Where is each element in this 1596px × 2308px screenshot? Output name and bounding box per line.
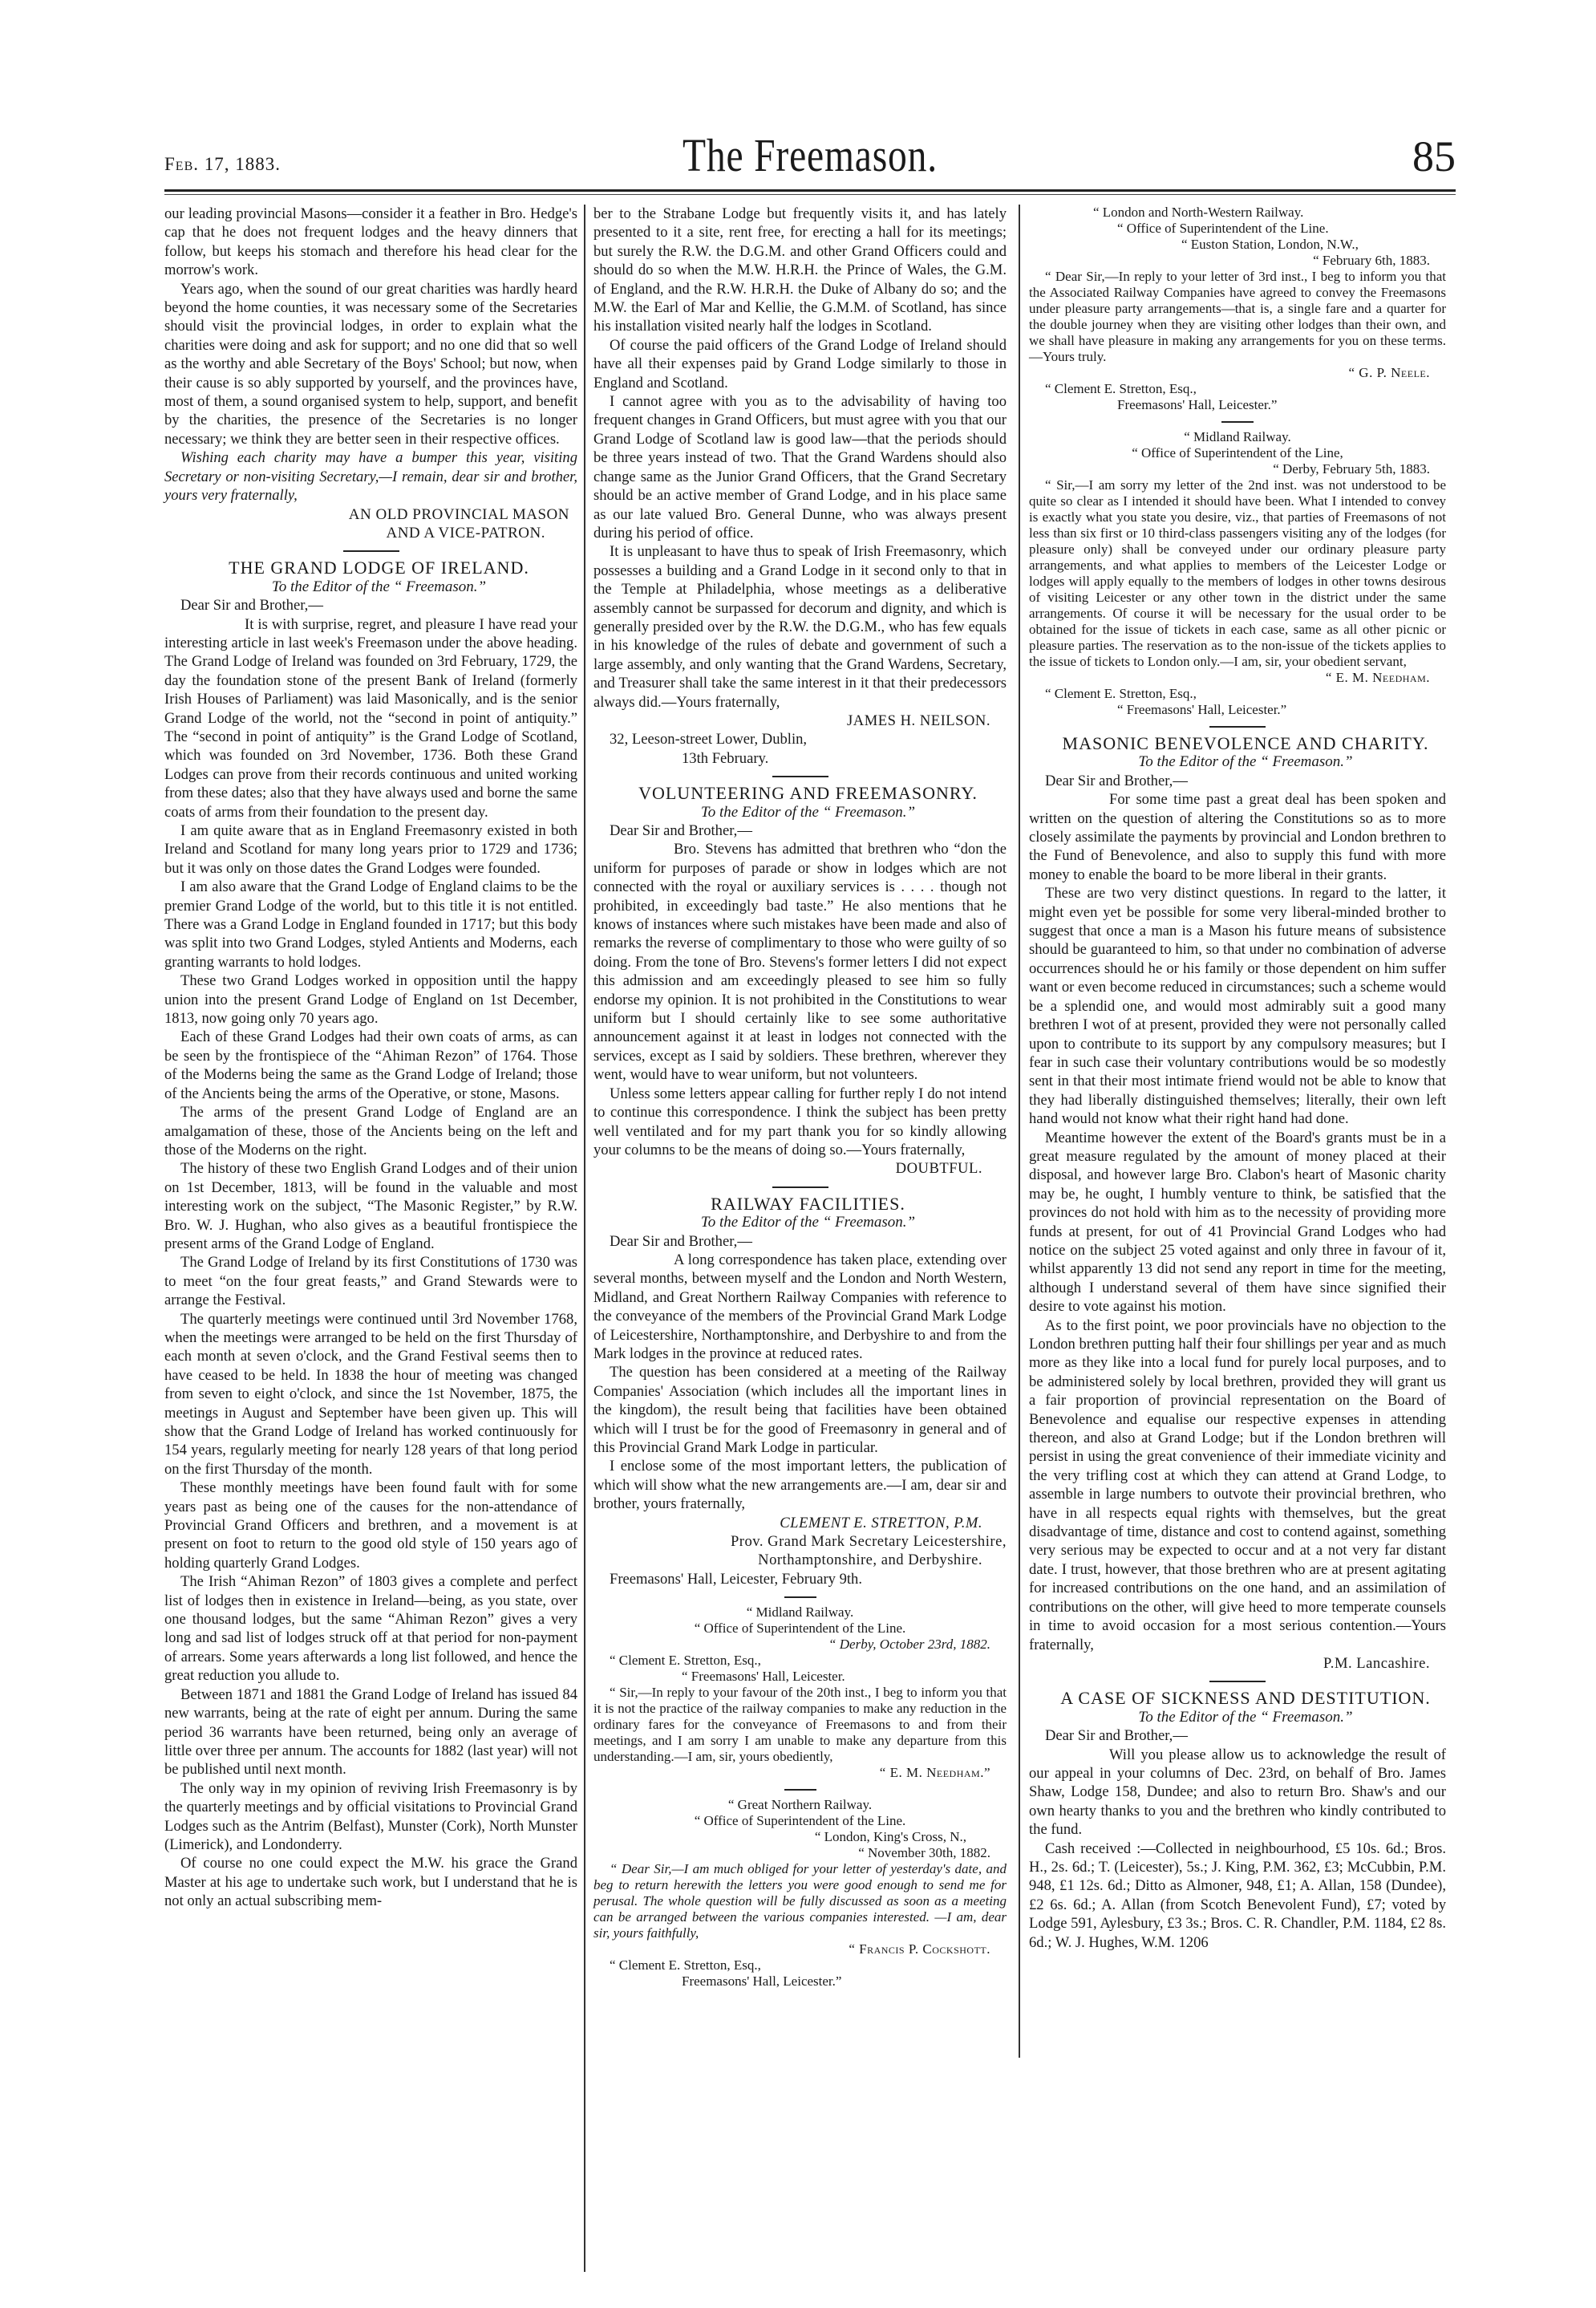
issue-date: Feb. 17, 1883. xyxy=(164,154,281,174)
letterhead-line: “ Office of Superintendent of the Line. xyxy=(1117,221,1329,236)
date: 13th February. xyxy=(682,749,769,767)
signature: “ E. M. Needham. xyxy=(1325,670,1430,685)
signature: DOUBTFUL. xyxy=(895,1160,982,1178)
letter-body: “ Sir,—In reply to your favour of the 20th inst., I beg to inform you that it is not the practice of the railway companies to make any reduction in the ordinary fares for the conveyance of Freemasons to and from their meetings, and I am sorry I am unable to make any departure from this understanding.—I am, sir, yours obediently, xyxy=(593,1685,1007,1765)
letter-lnwr xyxy=(1029,205,1446,413)
letterhead-line: “ London and North-Western Railway. xyxy=(1093,205,1304,220)
paragraph: The Irish “Ahiman Rezon” of 1803 gives a complete and perfect list of lodges then in existence in Ireland—being, as you state, over one thousand lodges, but the same “Ahiman Rezon” gives a very long and sad list of lodges struck off at that period for non-payment of arrears. Some years afterwards a long list followed, and hence the great reduction you allude to. xyxy=(164,1573,577,1685)
paragraph: I am quite aware that as in England Freemasonry existed in both Ireland and Scotland for many long years prior to 1729 and 1736; but it was only on those dates the Grand Lodges were founded. xyxy=(164,822,577,877)
article-heading: MASONIC BENEVOLENCE AND CHARITY. xyxy=(1062,733,1429,753)
paragraph: It is unpleasant to have thus to speak of Irish Freemasonry, which possesses a building and a Grand Lodge in it second only to that in the Temple at Philadelphia, whose meetings as a deliberative assembly cannot be surpassed for decorum and dignity, and which is generally presided over by the R.W. the D.G.M., who has few equals in his knowledge of the rules of debate and government of such a large assembly, and only wanting that the Grand Wardens, Secretary, and Treasurer shall take the same interest in it that their predecessors always did.—Yours fraternally, xyxy=(593,543,1007,711)
letterhead-line: “ Midland Railway. xyxy=(1184,429,1291,444)
letterhead-line: “ Great Northern Railway. xyxy=(727,1797,873,1813)
section-divider xyxy=(1209,726,1266,728)
paragraph: Will you please allow us to acknowledge the result of our appeal in your columns of Dec. 23rd, on behalf of Bro. James Shaw, Lodge 158, Dundee; and also to return Bro. Shaw's and our own hearty thanks to you and the brethren who kindly contributed to the fund. xyxy=(1029,1746,1446,1839)
paragraph: A long correspondence has taken place, extending over several months, between myself and the London and North Western, Midland, and Great Northern Railway Companies with reference to the conveyance of the members of the Provincial Grand Mark Lodge of Leicestershire, Northamptonshire, and Derbyshire to and from the Mark lodges in the province at reduced rates. xyxy=(593,1251,1007,1362)
section-divider xyxy=(1209,1681,1266,1682)
addressee: “ Clement E. Stretton, Esq., xyxy=(610,1957,761,1973)
column-divider xyxy=(1019,205,1020,2058)
column-3 xyxy=(1029,205,1446,1952)
letter-great-northern xyxy=(593,1797,1007,1990)
paragraph: Wishing each charity may have a bumper this year, visiting Secretary or non-visiting Secretary,—I remain, dear sir and brother, yours very fraternally, xyxy=(164,449,577,505)
signature: JAMES H. NEILSON. xyxy=(847,712,990,729)
article-subheading: To the Editor of the “ Freemason.” xyxy=(700,1214,916,1231)
paragraph: Unless some letters appear calling for further reply I do not intend to continue this correspondence. I think the subject has been pretty well ventilated and for my part thank you for so kindly allowing your columns to be the means of doing so.—Yours fraternally, xyxy=(593,1085,1007,1158)
section-divider xyxy=(784,1789,816,1791)
letter-midland-1 xyxy=(593,1604,1007,1781)
addressee: Freemasons' Hall, Leicester.” xyxy=(682,1973,842,1990)
signature: “ Francis P. Cockshott. xyxy=(849,1941,990,1957)
paragraph: The quarterly meetings were continued until 3rd November 1768, when the meetings were arranged to be held on the first Thursday of each month at seven o'clock, and the Grand Festival seems then to have ceased to be held. In 1838 the hour of meeting was changed from seven to eight o'clock, and since the 1st November, 1875, the meetings in August and September have been given up. This will show that the Grand Lodge of Ireland has worked continuously for 154 years, regularly meeting for nearly 128 years of that long period on the first Thursday of the month. xyxy=(164,1310,577,1478)
paragraph: ber to the Strabane Lodge but frequently visits it, and has lately presented to it a site, rent free, for erecting a hall for its meetings; but surely the R.W. the D.G.M. and other Grand Officers could and should do so when the M.W. H.R.H. the Prince of Wales, the G.M. of England, and the R.W. H.R.H. the Duke of Albany do so; and the M.W. the Earl of Mar and Kellie, the G.M.M. of Scotland, has since his installation visited nearly half the lodges in Scotland. xyxy=(593,205,1007,335)
addressee: “ Clement E. Stretton, Esq., xyxy=(610,1653,761,1669)
paragraph: The arms of the present Grand Lodge of England are an amalgamation of these, those of the Ancients being on the left and those of the Moderns on the right. xyxy=(164,1104,577,1158)
paragraph: Each of these Grand Lodges had their own coats of arms, as can be seen by the frontispiece of the “Ahiman Rezon” of 1764. Those of the Moderns being the same as the Grand Lodge of Ireland; those of the Ancients being the arms of the Operative, or stone, Masons. xyxy=(164,1028,577,1102)
paragraph: These monthly meetings have been found fault with for some years past as being one of the causes for the non-attendance of Provincial Grand Officers and brethren, and a movement is at present on foot to return to the good old style of 150 years ago of holding quarterly Grand Lodges. xyxy=(164,1479,577,1572)
paragraph: As to the first point, we poor provincials have no objection to the London brethren putting half their four shillings per year and as much more as they like into a local fund for purely local purposes, and to be administered solely by local brethren, provided they will grant us a fair proportion of provincial representation on the Board of Benevolence and equalise our respective expenses in attending thereon, and also at Grand Lodge; but if the London brethren will persist in using the great convenience of their immediate vicinity and the very trifling cost at which they can attend at Grand Lodge, to assemble in large numbers to outvote their provincial brethren, who have in all respects equal rights with themselves, but the great disadvantage of time, distance and cost to contend against, something very serious may be expected to occur and at a not very far distant date. I trust, however, that those brethren who are at present agitating for increased contributions on the one hand, and an assimilation of contributions on the other, will give heed to more temperate counsels in time to avoid occasion for a most serious contention.—Yours fraternally, xyxy=(1029,1316,1446,1653)
letter-date: “ February 6th, 1883. xyxy=(1313,253,1430,268)
section-divider xyxy=(1221,421,1254,423)
paragraph: These are two very distinct questions. In regard to the latter, it might even yet be possible for some very liberal-minded brother to suggest that once a man is a Mason his future means of subsistence should be guaranteed to him, so that under no combination of adverse occurrences should he or his family or those dependent on him suffer want or even become reduced in circumstances; such a scheme would be a splendid one, and would most admirably suit a good many brethren I wot of at present, provided they were not personally called upon to contribute to its support by any compulsory measures; but I fear in such case their voluntary contributions would be so modestly sent in that their most intimate friend would not be able to know that they had liberally distinguished themselves; literally, their own left hand would not know what their right hand had done. xyxy=(1029,885,1446,1128)
article-subheading: To the Editor of the “ Freemason.” xyxy=(1138,1708,1353,1726)
masthead-rule xyxy=(164,189,1456,192)
signature: AN OLD PROVINCIAL MASON xyxy=(348,505,569,523)
section-divider xyxy=(784,1596,816,1598)
letter-body: “ Sir,—I am sorry my letter of the 2nd inst. was not understood to be quite so clear as I intended it should have been. What I intended to convey is exactly what you state you desire, viz., that parties of Freemasons of not less than six first or 10 third-class passengers visiting any of the lodges (for pleasure only) shall be conveyed under our ordinary pleasure party arrangements, and what applies to members of the Leicester Lodge or lodges will apply equally to the members of lodges in other towns desirous of visiting Leicester or any other town in the district under the same arrangements. Of course it will be necessary for the usual order to be obtained for the issue of tickets in each case, same as all other picnic or pleasure parties. The reservation as to the non-issue of the tickets applies to the issue of tickets to London only.—I am, sir, your obedient servant, xyxy=(1029,477,1446,669)
publication-title: The Freemason. xyxy=(683,129,938,181)
salutation: Dear Sir and Brother,— xyxy=(1045,772,1188,789)
addressee: “ Clement E. Stretton, Esq., xyxy=(1045,686,1197,701)
signature-title: Prov. Grand Mark Secretary Leicestershire, xyxy=(730,1533,1007,1551)
paragraph: Between 1871 and 1881 the Grand Lodge of Ireland has issued 84 new warrants, being at the rate of eight per annum. During the same period 36 warrants have been returned, being only an average of little over three per annum. The accounts for 1882 (last year) will not be published until next month. xyxy=(164,1685,577,1779)
paragraph: For some time past a great deal has been spoken and written on the question of altering the Constitutions so as to more closely assimilate the payments by provincial and London brethren to the Fund of Benevolence, and also to supply this fund with more money to enable the board to be more liberal in their grants. xyxy=(1029,791,1446,883)
article-subheading: To the Editor of the “ Freemason.” xyxy=(271,578,487,595)
article-heading: VOLUNTEERING AND FREEMASONRY. xyxy=(638,783,978,804)
paragraph: I enclose some of the most important letters, the publication of which will show what the new arrangements are.—I am, dear sir and brother, yours fraternally, xyxy=(593,1458,1007,1513)
paragraph: Meantime however the extent of the Board's grants must be in a great measure regulated by the amount of money placed at their disposal, and however large Bro. Clabon's heart of Masonic charity may be, he ought, I humbly venture to think, be satisfied that the provinces do not hold with him as to the necessity of providing more funds at present, for out of 41 Provincial Grand Lodges who had notice on the subject 25 voted against and only three in favour of it, whilst apparently 13 did not send any report in time for the meeting, although I understand several of them have since signified their desire to vote against his motion. xyxy=(1029,1129,1446,1316)
letterhead-line: “ London, King's Cross, N., xyxy=(814,1829,966,1845)
letter-date: “ November 30th, 1882. xyxy=(858,1845,990,1861)
paragraph: I am also aware that the Grand Lodge of England claims to be the premier Grand Lodge of the world, but to this title it is not entitled. There was a Grand Lodge in England founded in 1717; but this body was split into two Grand Lodges, styled Antients and Moderns, each granting warrants to hold lodges. xyxy=(164,878,577,971)
paragraph: The question has been considered at a meeting of the Railway Companies' Association (which includes all the important lines in the kingdom), the result being that facilities have been obtained which will I trust be for the good of Freemasonry in general and of this Provincial Grand Mark Lodge in particular. xyxy=(593,1364,1007,1456)
salutation: Dear Sir and Brother,— xyxy=(1045,1727,1188,1745)
salutation: Dear Sir and Brother,— xyxy=(610,822,752,839)
paragraph: These two Grand Lodges worked in opposition until the happy union into the present Grand Lodge of England on 1st December, 1813, now going only 70 years ago. xyxy=(164,972,577,1028)
paragraph: Cash received :—Collected in neighbourhood, £5 10s. 6d.; Bros. H., 2s. 6d.; T. (Leicester), 5s.; J. King, P.M. 362, £3; McCubbin, P.M. 948, £1 12s. 6d.; Ditto as Almoner, 948, £1; A. Allan, 158 (Dundee), £2 6s. 6d.; A. Allan (from Scotch Benevolent Fund), £7; voted by Lodge 591, Aylesbury, £3 3s.; Bros. C. R. Chandler, P.M. 1184, £2 8s. 6d.; W. J. Hughes, W.M. 1206 xyxy=(1029,1840,1446,1951)
address: 32, Leeson-street Lower, Dublin, xyxy=(610,731,808,748)
section-divider xyxy=(343,550,399,552)
signature-title: Northamptonshire, and Derbyshire. xyxy=(758,1552,982,1569)
masthead-rule-thin xyxy=(164,194,1456,195)
article-heading: A CASE OF SICKNESS AND DESTITUTION. xyxy=(1060,1688,1431,1709)
addressee: “ Freemasons' Hall, Leicester. xyxy=(682,1669,845,1685)
letterhead-line: “ Office of Superintendent of the Line. xyxy=(694,1813,906,1829)
letterhead-line: “ Euston Station, London, N.W., xyxy=(1181,237,1359,252)
page-number: 85 xyxy=(1412,132,1456,181)
letter-body: “ Dear Sir,—I am much obliged for your letter of yesterday's date, and beg to return herewith the letters you were good enough to send me for perusal. The whole question will be fully discussed as soon as a meeting can be arranged between the various companies interested. —I am, dear sir, yours faithfully, xyxy=(593,1861,1007,1941)
masthead xyxy=(164,120,1456,193)
letter-date: “ Derby, February 5th, 1883. xyxy=(1273,461,1430,477)
column-1 xyxy=(164,205,577,1911)
paragraph: Of course no one could expect the M.W. his grace the Grand Master at his age to undertake such work, but I understand that he is not only an actual subscribing mem- xyxy=(164,1855,577,1910)
paragraph: The history of these two English Grand Lodges and of their union on 1st December, 1813, will be found in the valuable and most interesting work on the subject, “The Masonic Register,” by R.W. Bro. W. J. Hughan, who also gives as a beautiful frontispiece the present arms of the Grand Lodge of England. xyxy=(164,1160,577,1252)
signature: CLEMENT E. STRETTON, P.M. xyxy=(780,1514,982,1531)
article-heading: THE GRAND LODGE OF IRELAND. xyxy=(229,558,529,578)
letter-body: “ Dear Sir,—In reply to your letter of 3rd inst., I beg to inform you that the Associated Railway Companies have agreed to convey the Freemasons under pleasure party arrangements—that is, a single fare and a quarter for the double journey when they are visiting other lodges than their own, and we shall have pleasure in making any arrangements for you on these terms.—Yours truly. xyxy=(1029,269,1446,364)
letter-date: “ Derby, October 23rd, 1882. xyxy=(828,1637,990,1653)
article-heading: RAILWAY FACILITIES. xyxy=(711,1193,905,1214)
article-subheading: To the Editor of the “ Freemason.” xyxy=(700,803,916,821)
letterhead-line: “ Midland Railway. xyxy=(746,1604,854,1620)
signature: AND A VICE-PATRON. xyxy=(386,524,545,542)
column-divider xyxy=(584,205,585,2272)
paragraph: Bro. Stevens has admitted that brethren who “don the uniform for purposes of parade or show in lodges which are not connected with the royal or auxiliary services is . . . . though not prohibited, in exceedingly bad taste.” He also mentions that he knows of instances where such mistakes have been made and also of remarks the reverse of complimentary to those who were guilty of so doing. From the tone of Bro. Stevens's former letters I did not expect this admission and am exceedingly pleased to see him so fully endorse my opinion. It is not prohibited in the Constitutions to wear uniform but I should certainly like to see some authoritative announcement against it at least in lodges not connected with the services, except as I said by soldiers. These brethren, wherever they went, would have to wear uniform, but not volunteers. xyxy=(593,841,1007,1084)
paragraph: I cannot agree with you as to the advisability of having too frequent changes in Grand Officers, but must agree with you that our Grand Lodge of Scotland law is good law—that the periods should be three years instead of two. That the Grand Wardens should also change same as the Junior Grand Officers, that the Grand Secretary should be an active member of Grand Lodge, and in his place same as our late valued Bro. General Dunne, who was always present during his period of office. xyxy=(593,393,1007,542)
addressee: “ Freemasons' Hall, Leicester.” xyxy=(1117,702,1287,717)
signature: P.M. Lancashire. xyxy=(1323,1654,1430,1672)
addressee: “ Clement E. Stretton, Esq., xyxy=(1045,381,1197,396)
article-subheading: To the Editor of the “ Freemason.” xyxy=(1138,753,1353,771)
section-divider xyxy=(772,1186,828,1188)
signature-place: Freemasons' Hall, Leicester, February 9th. xyxy=(610,1570,862,1588)
signature: “ E. M. Needham.” xyxy=(879,1765,990,1781)
section-divider xyxy=(772,776,828,777)
letterhead-line: “ Office of Superintendent of the Line, xyxy=(1132,445,1343,460)
salutation: Dear Sir and Brother,— xyxy=(180,597,323,615)
paragraph: The Grand Lodge of Ireland by its first Constitutions of 1730 was to meet “on the four great feasts,” and Grand Stewards were to arrange the Festival. xyxy=(164,1254,577,1309)
addressee: Freemasons' Hall, Leicester.” xyxy=(1117,397,1278,412)
salutation: Dear Sir and Brother,— xyxy=(610,1232,752,1250)
paragraph: Of course the paid officers of the Grand Lodge of Ireland should have all their expenses paid by Grand Lodge similarly to those in England and Scotland. xyxy=(593,336,1007,391)
paragraph: Years ago, when the sound of our great charities was hardly heard beyond the home counties, it was necessary some of the Secretaries should visit the provincial lodges, in order to explain what the charities were doing and ask for support; and no one did that so well as the worthy and able Secretary of the Boys' School; but now, when their cause is so ably supported by yourself, and the provinces have, most of them, a sound organised system to help, support, and benefit by the charities, the presence of the Secretaries is no longer necessary; we think they are better seen in their respective offices. xyxy=(164,280,577,448)
column-2 xyxy=(593,205,1007,1990)
letterhead-line: “ Office of Superintendent of the Line. xyxy=(694,1620,906,1637)
paragraph: It is with surprise, regret, and pleasure I have read your interesting article in last week's Freemason under the above heading. The Grand Lodge of Ireland was founded on 3rd February, 1729, the day the foundation stone of the present Bank of Ireland (formerly Irish Houses of Parliament) was laid Masonically, and is the senior Grand Lodge of the world, not the “second in point of antiquity.” The “second in point of antiquity” is the Grand Lodge of Scotland, which was founded on 3rd November, 1736. Both these Grand Lodges can prove from their records continuous and united working from these dates; also that they have always used and borne the same coats of arms from their foundation to the present day. xyxy=(164,615,577,821)
paragraph: our leading provincial Masons—consider it a feather in Bro. Hedge's cap that he does not frequent lodges and the heavy dinners that follow, but keeps his stomach and therefore his head clear for the morrow's work. xyxy=(164,205,577,279)
letter-midland-2 xyxy=(1029,429,1446,718)
paragraph: The only way in my opinion of reviving Irish Freemasonry is by the quarterly meetings and by official visitations to Provincial Grand Lodges such as the Antrim (Belfast), Munster (Cork), North Munster (Limerick), and Londonderry. xyxy=(164,1779,577,1853)
signature: “ G. P. Neele. xyxy=(1348,365,1430,380)
